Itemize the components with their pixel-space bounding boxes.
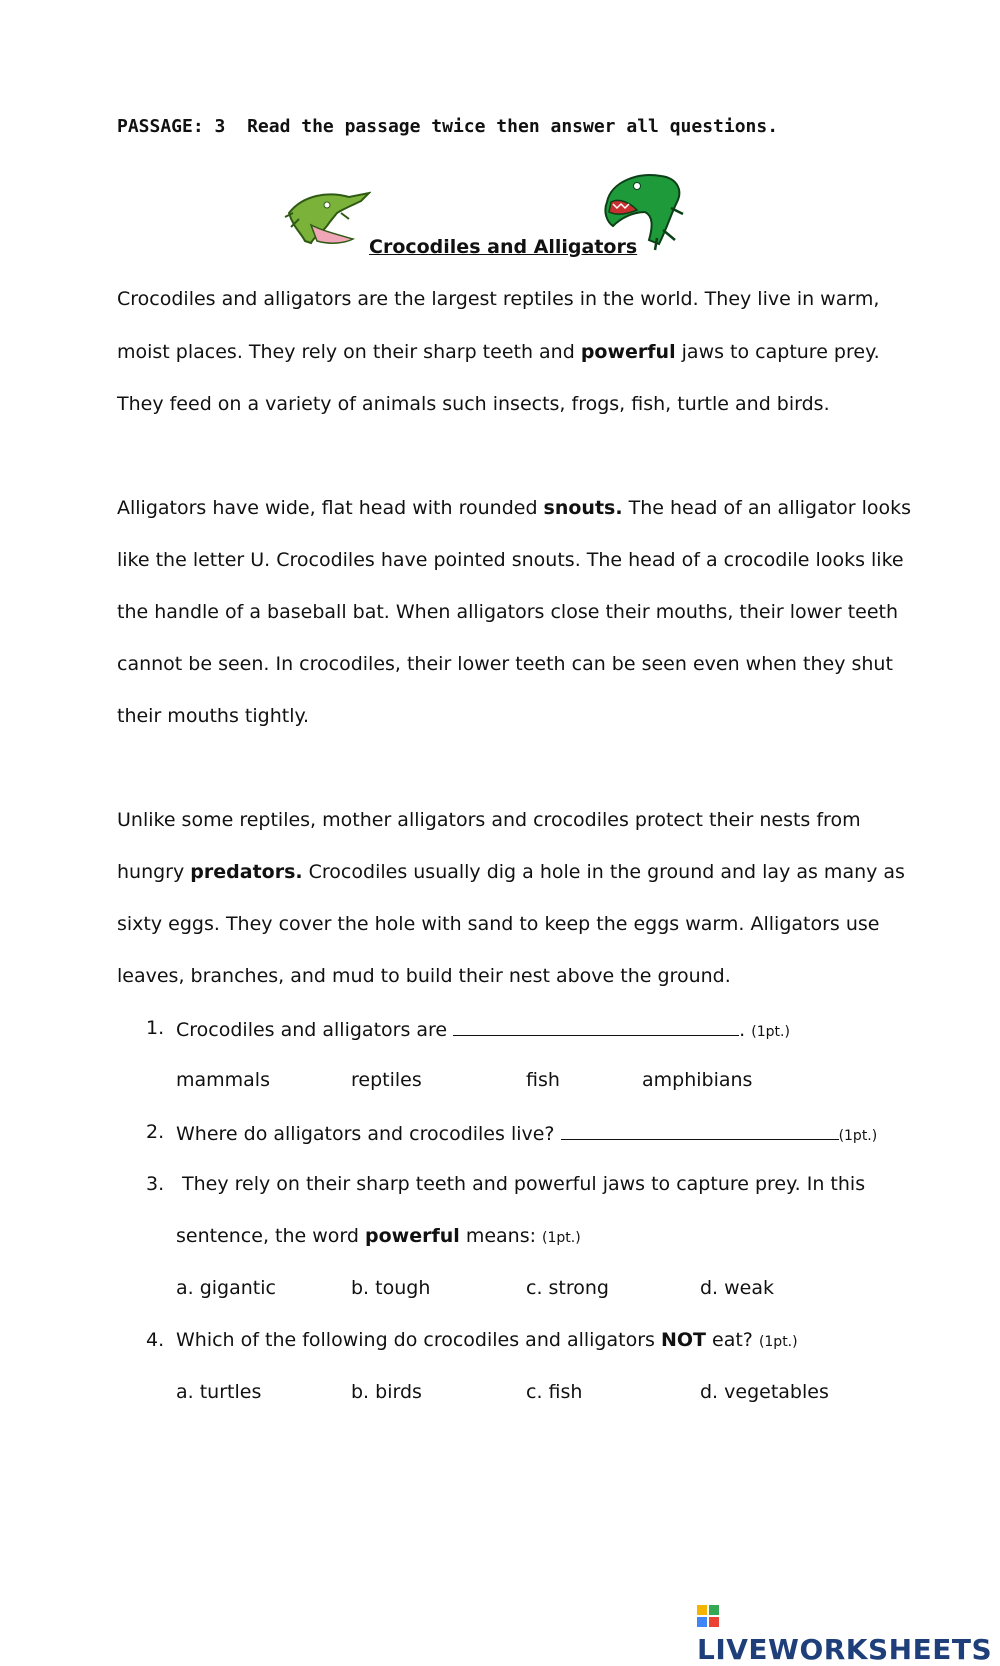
text-segment: The head of an alligator looks <box>622 497 912 519</box>
text-segment: Alligators have wide, flat head with rounded <box>117 497 544 519</box>
text-segment: jaws to capture prey. <box>675 341 880 363</box>
paragraph-2-line-5: their mouths tightly. <box>117 705 310 727</box>
paragraph-3-line-3: sixty eggs. They cover the hole with sand to keep the eggs warm. Alligators use <box>117 913 880 935</box>
paragraph-3-line-4: leaves, branches, and mud to build their nest above the ground. <box>117 965 731 987</box>
paragraph-1-line-3: They feed on a variety of animals such insects, frogs, fish, turtle and birds. <box>117 393 830 415</box>
question-2-text: Where do alligators and crocodiles live? <box>176 1123 555 1145</box>
bold-word-not: NOT <box>660 1329 706 1351</box>
question-3-text-line-1: They rely on their sharp teeth and powerful jaws to capture prey. In this <box>182 1173 866 1195</box>
bold-word-powerful: powerful <box>580 341 676 363</box>
q3-option-a[interactable]: a. gigantic <box>176 1277 276 1299</box>
q4-option-b[interactable]: b. birds <box>351 1381 422 1403</box>
paragraph-2-line-1 <box>117 497 911 519</box>
bold-word-predators: predators. <box>190 861 303 883</box>
question-2-points: (1pt.) <box>838 1128 878 1144</box>
question-4-text <box>176 1329 798 1351</box>
text-segment: moist places. They rely on their sharp teeth and <box>117 341 581 363</box>
liveworksheets-logo-icon <box>697 1605 721 1629</box>
question-1-period: . <box>739 1019 746 1041</box>
question-3-text-line-2 <box>176 1225 581 1247</box>
q3-option-c[interactable]: c. strong <box>526 1277 609 1299</box>
question-2-number: 2. <box>146 1121 165 1143</box>
question-4-number: 4. <box>146 1329 165 1351</box>
text-segment: means: <box>459 1225 543 1247</box>
question-1 <box>176 1017 790 1041</box>
passage-instruction: Read the passage twice then answer all questions. <box>247 116 779 137</box>
question-3-points: (1pt.) <box>542 1230 581 1246</box>
text-segment: Crocodiles usually dig a hole in the ground and lay as many as <box>302 861 905 883</box>
text-segment: sentence, the word <box>176 1225 365 1247</box>
liveworksheets-logo-text: LIVEWORKSHEETS <box>697 1633 993 1666</box>
paragraph-1-line-2 <box>117 341 880 363</box>
paragraph-2-line-2: like the letter U. Crocodiles have pointed snouts. The head of a crocodile looks like <box>117 549 904 571</box>
q3-option-b[interactable]: b. tough <box>351 1277 431 1299</box>
text-segment: hungry <box>117 861 191 883</box>
passage-title: Crocodiles and Alligators <box>369 236 638 258</box>
question-4-points: (1pt.) <box>758 1334 798 1350</box>
passage-label: PASSAGE: 3 <box>117 116 226 137</box>
question-1-points: (1pt.) <box>751 1024 790 1040</box>
paragraph-1-line-1: Crocodiles and alligators are the largest reptiles in the world. They live in warm, <box>117 288 880 310</box>
text-segment: Which of the following do crocodiles and alligators <box>176 1329 661 1351</box>
paragraph-3-line-2 <box>117 861 905 883</box>
q1-option-reptiles[interactable]: reptiles <box>351 1069 422 1091</box>
q3-option-d[interactable]: d. weak <box>700 1277 775 1299</box>
paragraph-2-line-3: the handle of a baseball bat. When alligators close their mouths, their lower teeth <box>117 601 899 623</box>
question-1-text: Crocodiles and alligators are <box>176 1019 448 1041</box>
q1-option-mammals[interactable]: mammals <box>176 1069 270 1091</box>
paragraph-2-line-4: cannot be seen. In crocodiles, their lower teeth can be seen even when they shut <box>117 653 893 675</box>
alligator-illustration <box>283 183 371 249</box>
q4-option-d[interactable]: d. vegetables <box>700 1381 829 1403</box>
bold-word-snouts: snouts. <box>543 497 623 519</box>
question-2-answer-blank[interactable] <box>561 1121 839 1140</box>
paragraph-3-line-1: Unlike some reptiles, mother alligators and crocodiles protect their nests from <box>117 809 861 831</box>
text-segment: eat? <box>705 1329 759 1351</box>
question-1-answer-blank[interactable] <box>453 1017 739 1036</box>
passage-header <box>117 116 778 137</box>
question-2 <box>176 1121 877 1145</box>
q1-option-amphibians[interactable]: amphibians <box>642 1069 753 1091</box>
crocodile-illustration <box>597 168 687 254</box>
bold-word-powerful: powerful <box>365 1225 460 1247</box>
q4-option-c[interactable]: c. fish <box>526 1381 583 1403</box>
question-3-number: 3. <box>146 1173 165 1195</box>
liveworksheets-logo[interactable] <box>697 1600 1000 1666</box>
q1-option-fish[interactable]: fish <box>526 1069 560 1091</box>
q4-option-a[interactable]: a. turtles <box>176 1381 262 1403</box>
question-1-number: 1. <box>146 1017 165 1039</box>
